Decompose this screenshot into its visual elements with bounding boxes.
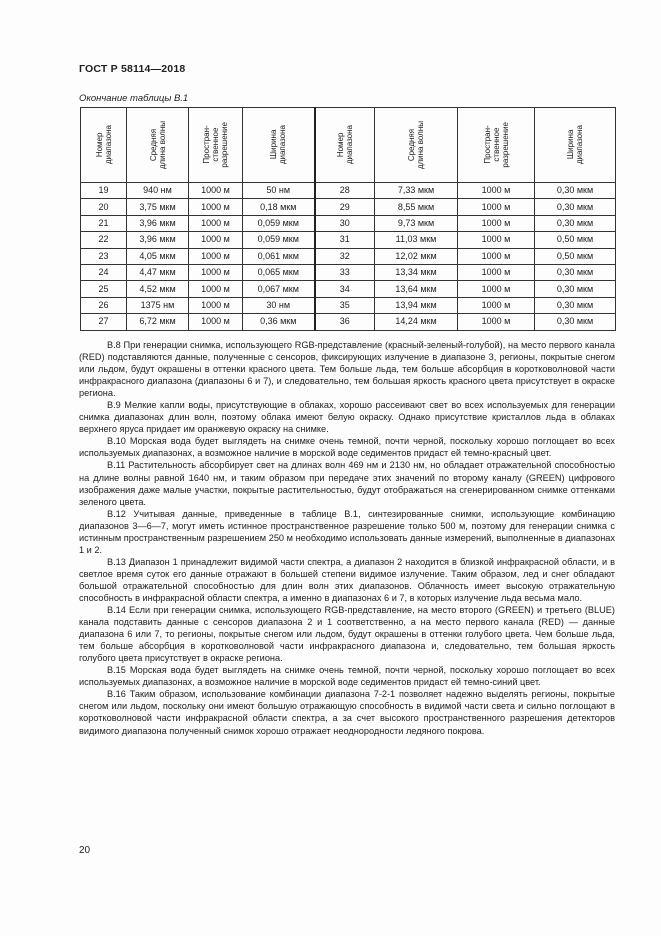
table-cell: 0,30 мкм	[535, 264, 616, 280]
table-cell: 14,24 мкм	[375, 314, 458, 330]
table-row	[81, 199, 616, 215]
paragraph: В.8 При генерации снимка, использующего RGB-представление (красный-зеленый-голубой), на место первого канала (RED) подставляются данные, полученные с сенсоров, фиксирующих излучение в диапазоне 3, регионы, покрытые снегом или льдом, будут окрашены в оттенки красного цвета. Тем больше льда, тем больше абсорбция в коротковолновой части инфракрасного диапазона (диапазоны 6 и 7), и следовательно, тем большая яркость красного цвета присутствует в окраске региона.	[79, 340, 615, 399]
page-header: ГОСТ Р 58114—2018	[79, 63, 186, 75]
paragraph: В.16 Таким образом, использование комбинации диапазона 7-2-1 позволяет надежно выделять регионы, покрытые снегом или льдом, поскольку они имеют большую отражающую способность в видимой части света и сильно поглощают в коротковолновой части инфракрасной области спектра, а за счет высокого пространственного разрешения детекторов видимого диапазона полученный снимок хорошо отражает неоднородности ледяного покрова.	[79, 689, 615, 736]
column-header: Средняя длина волны	[127, 108, 189, 183]
table-row	[81, 264, 616, 280]
table-row	[81, 281, 616, 297]
table-cell: 0,30 мкм	[535, 199, 616, 215]
table-cell: 0,30 мкм	[535, 183, 616, 199]
table-cell: 1000 м	[458, 248, 535, 264]
table-cell: 0,50 мкм	[535, 232, 616, 248]
table-cell: 13,94 мкм	[375, 297, 458, 313]
table-cell: 0,30 мкм	[535, 215, 616, 231]
table-cell: 0,30 мкм	[535, 281, 616, 297]
table-cell: 1000 м	[189, 264, 243, 280]
table-row	[81, 297, 616, 313]
table-cell: 1000 м	[458, 281, 535, 297]
table-cell: 30	[315, 215, 375, 231]
table-cell: 34	[315, 281, 375, 297]
table-cell: 13,34 мкм	[375, 264, 458, 280]
paragraph: В.10 Морская вода будет выглядеть на снимке очень темной, почти черной, поскольку хорошо поглощает во всех используемых диапазонах, а возможное наличие в морской воде седиментов придаст ей темно-красный цвет.	[79, 436, 615, 459]
table-row	[81, 215, 616, 231]
table-cell: 0,067 мкм	[243, 281, 315, 297]
table-cell: 25	[81, 281, 127, 297]
table-cell: 20	[81, 199, 127, 215]
table-cell: 26	[81, 297, 127, 313]
table-cell: 1000 м	[458, 314, 535, 330]
table-cell: 7,33 мкм	[375, 183, 458, 199]
table-cell: 1000 м	[189, 215, 243, 231]
table-cell: 4,05 мкм	[127, 248, 189, 264]
column-header: Простран- ственное разрешение	[189, 108, 243, 183]
table-cell: 1375 нм	[127, 297, 189, 313]
table-row	[81, 248, 616, 264]
table-cell: 29	[315, 199, 375, 215]
table-cell: 1000 м	[189, 248, 243, 264]
table-cell: 0,061 мкм	[243, 248, 315, 264]
table-cell: 12,02 мкм	[375, 248, 458, 264]
table-cell: 30 нм	[243, 297, 315, 313]
table-cell: 9,73 мкм	[375, 215, 458, 231]
table-cell: 1000 м	[189, 297, 243, 313]
table-row	[81, 183, 616, 199]
table-cell: 0,059 мкм	[243, 215, 315, 231]
table-cell: 21	[81, 215, 127, 231]
table-cell: 0,18 мкм	[243, 199, 315, 215]
table-cell: 24	[81, 264, 127, 280]
column-header: Номер диапазона	[315, 108, 375, 183]
table-cell: 50 нм	[243, 183, 315, 199]
table-cell: 22	[81, 232, 127, 248]
table-cell: 6,72 мкм	[127, 314, 189, 330]
table-cell: 0,30 мкм	[535, 314, 616, 330]
table-cell: 0,50 мкм	[535, 248, 616, 264]
table-cell: 35	[315, 297, 375, 313]
table-cell: 1000 м	[189, 314, 243, 330]
table-row	[81, 232, 616, 248]
band-table	[80, 107, 616, 331]
table-cell: 1000 м	[458, 232, 535, 248]
table-cell: 31	[315, 232, 375, 248]
table-header-row	[81, 108, 616, 183]
table-cell: 33	[315, 264, 375, 280]
table-cell: 32	[315, 248, 375, 264]
page-number: 20	[79, 845, 91, 856]
table-cell: 4,52 мкм	[127, 281, 189, 297]
table-cell: 1000 м	[458, 297, 535, 313]
table-row	[81, 314, 616, 330]
table-cell: 8,55 мкм	[375, 199, 458, 215]
paragraph: В.12 Учитывая данные, приведенные в таблице В.1, синтезированные снимки, использующие комбинацию диапазонов 3—6—7, могут иметь истинное пространственное разрешение только 500 м, поэтому для генерации снимка с истинным пространственным разрешением 250 м необходимо использовать данные измерений, выполненные в диапазонах 1 и 2.	[79, 508, 615, 555]
column-header: Средняя длина волны	[375, 108, 458, 183]
column-header: Ширина диапазона	[535, 108, 616, 183]
table-cell: 23	[81, 248, 127, 264]
table-cell: 1000 м	[458, 264, 535, 280]
paragraph: В.13 Диапазон 1 принадлежит видимой части спектра, а диапазон 2 находится в близкой инфракрасной области, и в светлое время суток его данные отражают в большей степени видимое излучение. Таким образом, лед и снег обладают большой отражательной способностью для длин волн этих диапазонов. Облачность имеет высокую отражательную способность в инфракрасной области спектра, а именно в диапазонах 6 и 7, в которых излучение льда весьма мало.	[79, 556, 615, 603]
table-cell: 19	[81, 183, 127, 199]
table-cell: 1000 м	[458, 183, 535, 199]
paragraph: В.11 Растительность абсорбирует свет на длинах волн 469 нм и 2130 нм, но обладает отражательной способностью на длине волны равной 1640 нм, и таким образом при передаче этих значений по второму каналу (GREEN) цифрового изображения даже малые участки, покрытые растительностью, будут отображаться на сгенерированном снимке оттенками зеленого цвета.	[79, 460, 615, 507]
table-cell: 1000 м	[458, 215, 535, 231]
table-cell: 36	[315, 314, 375, 330]
table-cell: 11,03 мкм	[375, 232, 458, 248]
table-cell: 1000 м	[189, 199, 243, 215]
table-cell: 1000 м	[189, 232, 243, 248]
column-header: Простран- ственное разрешение	[458, 108, 535, 183]
paragraph: В.15 Морская вода будет выглядеть на снимке очень темной, почти черной, поскольку хорошо поглощает во всех используемых диапазонах, а возможное наличие в морской воде седиментов придаст ей темно-синий цвет.	[79, 665, 615, 688]
column-header: Номер диапазона	[81, 108, 127, 183]
table-cell: 1000 м	[189, 183, 243, 199]
table-cell: 1000 м	[458, 199, 535, 215]
table-cell: 0,30 мкм	[535, 297, 616, 313]
table-cell: 0,059 мкм	[243, 232, 315, 248]
table-cell: 3,75 мкм	[127, 199, 189, 215]
table-cell: 3,96 мкм	[127, 215, 189, 231]
table-cell: 3,96 мкм	[127, 232, 189, 248]
body-text	[79, 339, 615, 737]
table-cell: 940 нм	[127, 183, 189, 199]
paragraph: В.14 Если при генерации снимка, использующего RGB-представление, на место второго (GREEN) и третьего (BLUE) канала подставить данные с сенсоров диапазона 2 и 1 соответственно, а на место первого канала (RED) — данные диапазона 6 или 7, то регионы, покрытые снегом или льдом, будут окрашены в оттенки голубого цвета. Чем больше льда, тем больше абсорбция в коротковолновой части инфракрасного диапазона и, следовательно, тем большая яркость голубого цвета присутствует в окраске региона.	[79, 605, 615, 664]
table-cell: 0,36 мкм	[243, 314, 315, 330]
table-cell: 0,065 мкм	[243, 264, 315, 280]
table-cell: 28	[315, 183, 375, 199]
table-caption: Окончание таблицы В.1	[79, 93, 189, 104]
table-cell: 1000 м	[189, 281, 243, 297]
table-cell: 27	[81, 314, 127, 330]
table-cell: 4,47 мкм	[127, 264, 189, 280]
column-header: Ширина диапазона	[243, 108, 315, 183]
paragraph: В.9 Мелкие капли воды, присутствующие в облаках, хорошо рассеивают свет во всех используемых для генерации снимка диапазонах длин волн, поэтому облака имеют белую окраску. Однако присутствие кристаллов льда в облаках верхнего яруса придает им оранжевую окраску на снимке.	[79, 400, 615, 435]
table-cell: 13,64 мкм	[375, 281, 458, 297]
